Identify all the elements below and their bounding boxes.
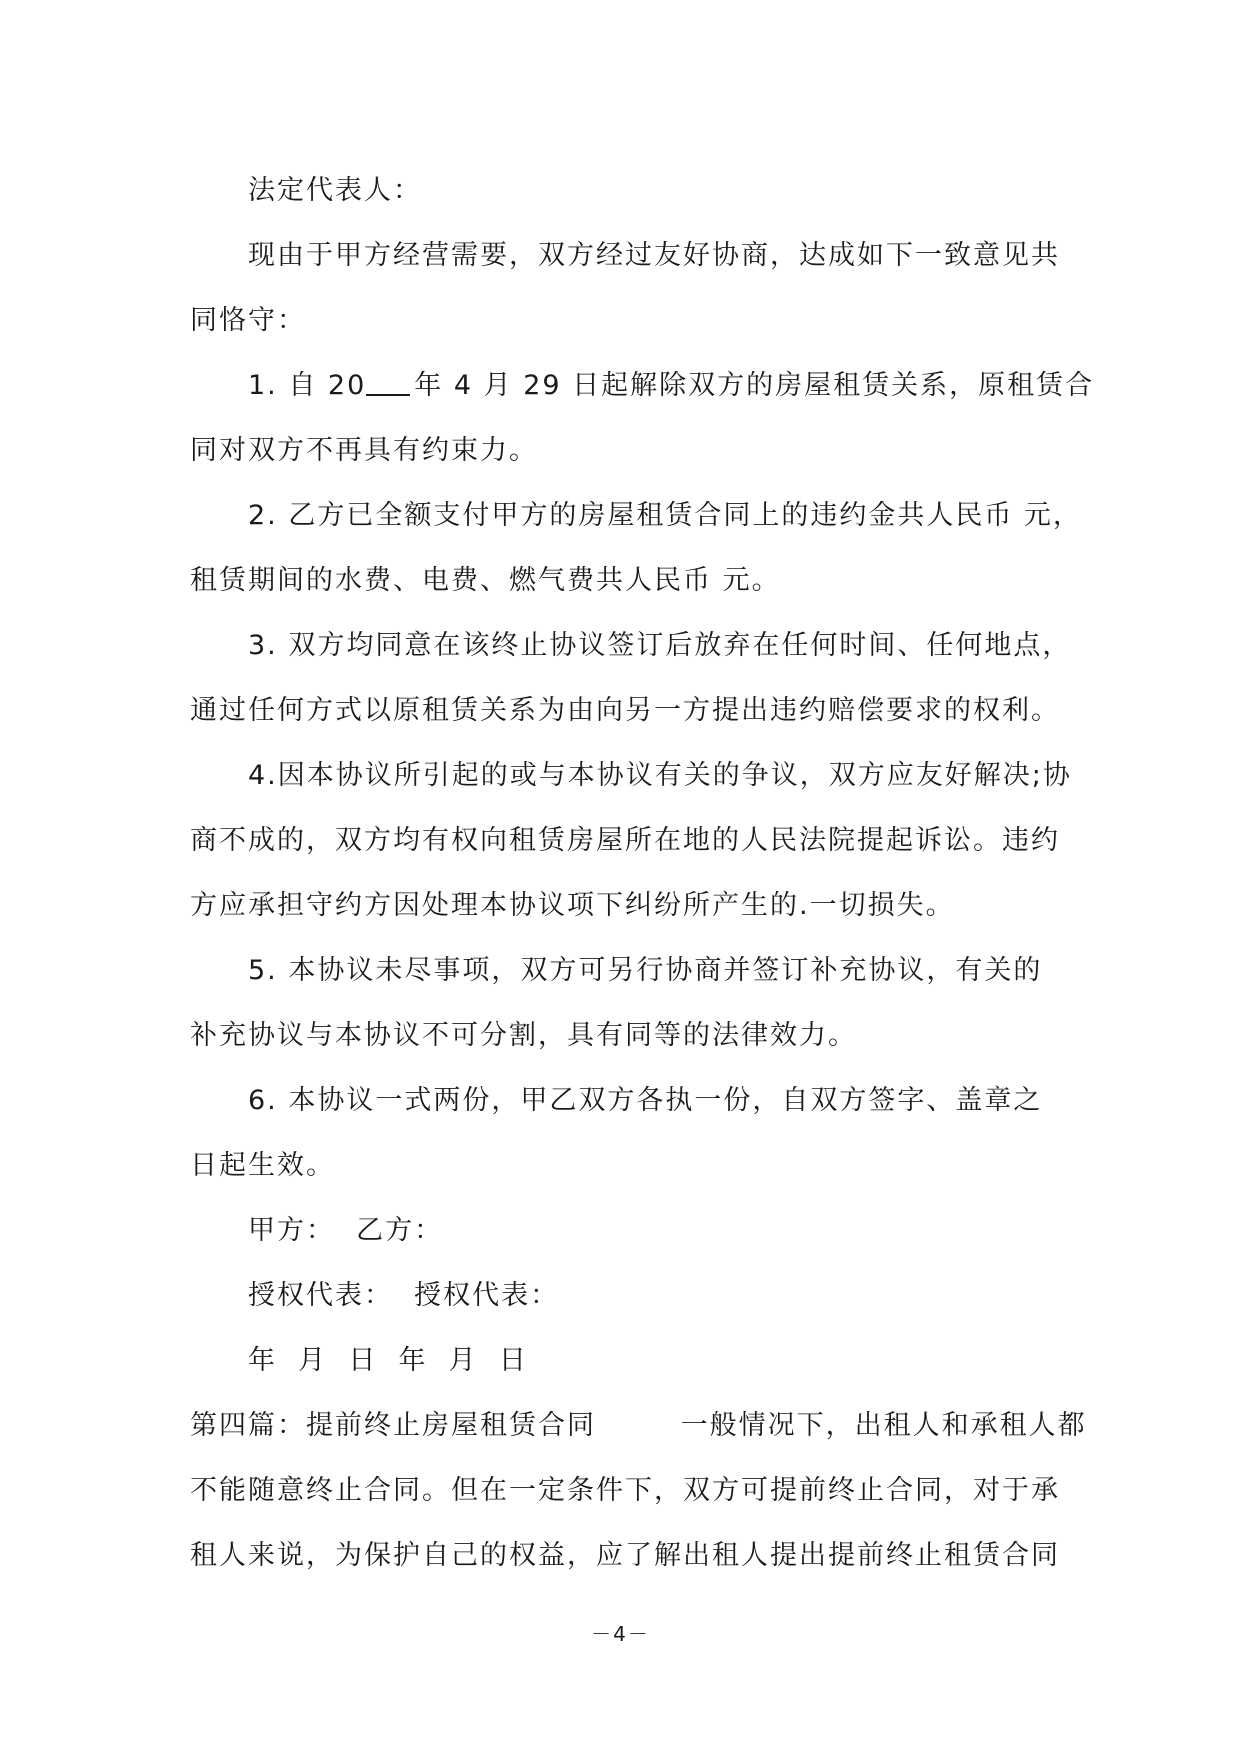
text-line: 租人来说，为保护自己的权益，应了解出租人提出提前终止租赁合同 xyxy=(190,1540,1060,1571)
text-line xyxy=(190,353,1095,418)
text-line: 日起生效。 xyxy=(190,1150,335,1181)
text-line: 3. 双方均同意在该终止协议签订后放弃在任何时间、任何地点， xyxy=(248,630,1072,661)
text-line: 方应承担守约方因处理本协议项下纠纷所产生的.一切损失。 xyxy=(190,890,955,921)
paragraph-intro xyxy=(190,223,1058,353)
text-line: 通过任何方式以原租赁关系为由向另一方提出违约赔偿要求的权利。 xyxy=(190,695,1060,726)
signature-dates xyxy=(190,1328,1058,1393)
text-line: 第四篇：提前终止房屋租赁合同 一般情况下，出租人和承租人都 xyxy=(190,1410,1087,1441)
clause-5 xyxy=(190,938,1058,1068)
clause-1-prefix: 1. 自 20 xyxy=(248,370,367,401)
paragraph-legal-rep xyxy=(190,158,1058,223)
clause-3 xyxy=(190,613,1072,743)
year-blank xyxy=(366,372,410,396)
text-line: 甲方： 乙方： xyxy=(248,1215,444,1246)
clause-1-rest: 年 4 月 29 日起解除双方的房屋租赁关系，原租赁合 xyxy=(414,370,1095,401)
clause-2 xyxy=(190,483,1082,613)
text-line: 同对双方不再具有约束力。 xyxy=(190,435,538,466)
text-line: 租赁期间的水费、电费、燃气费共人民币 元。 xyxy=(190,565,781,596)
signature-parties xyxy=(190,1198,1058,1263)
text-line: 补充协议与本协议不可分割，具有同等的法律效力。 xyxy=(190,1020,857,1051)
text-line: 不能随意终止合同。但在一定条件下，双方可提前终止合同，对于承 xyxy=(190,1475,1060,1506)
text-line: 5. 本协议未尽事项，双方可另行协商并签订补充协议，有关的 xyxy=(248,955,1043,986)
text-line: 商不成的，双方均有权向租赁房屋所在地的人民法院提起诉讼。违约 xyxy=(190,825,1060,856)
text-line: 现由于甲方经营需要，双方经过友好协商，达成如下一致意见共 xyxy=(248,240,1060,271)
text-line: 同恪守： xyxy=(190,305,306,336)
text-line: 授权代表： 授权代表： xyxy=(248,1280,560,1311)
text-line: 2. 乙方已全额支付甲方的房屋租赁合同上的违约金共人民币 元， xyxy=(248,500,1082,531)
text-line: 法定代表人： xyxy=(248,175,422,206)
document-body xyxy=(190,158,1095,1588)
clause-1 xyxy=(190,353,1095,483)
text-line: 6. 本协议一式两份，甲乙双方各执一份，自双方签字、盖章之 xyxy=(248,1085,1043,1116)
signature-representatives xyxy=(190,1263,1058,1328)
clause-4 xyxy=(190,743,1072,938)
clause-6 xyxy=(190,1068,1058,1198)
text-line: 4.因本协议所引起的或与本协议有关的争议，双方应友好解决;协 xyxy=(248,760,1072,791)
section-four-heading-paragraph xyxy=(190,1393,1087,1588)
text-line: 年 月 日 年 月 日 xyxy=(248,1345,528,1376)
page-number: －4－ xyxy=(591,1622,650,1646)
